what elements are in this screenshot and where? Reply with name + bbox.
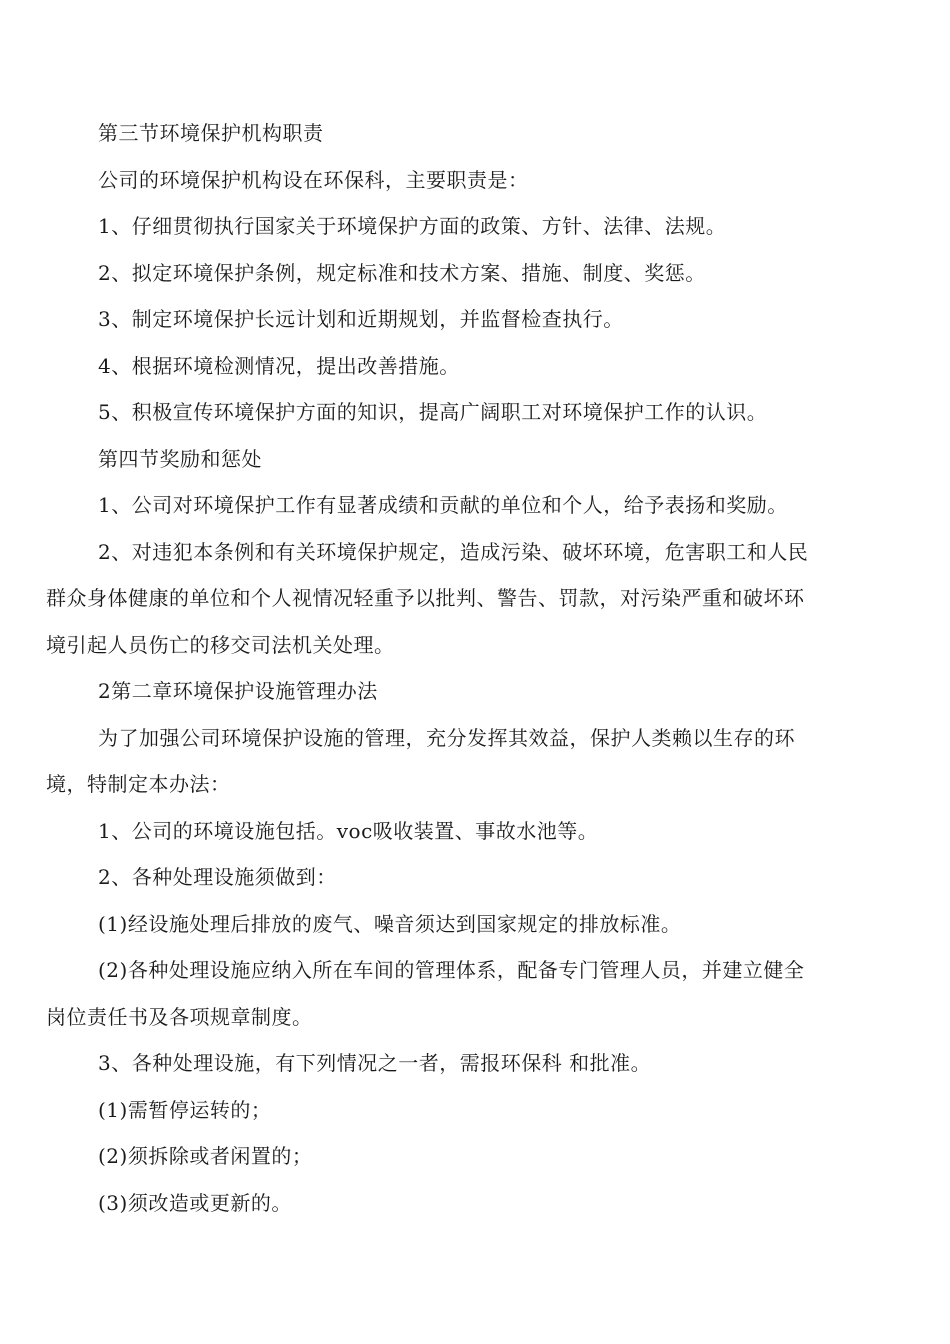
text-line: (1)需暂停运转的；: [98, 1097, 272, 1122]
text-line: 1、仔细贯彻执行国家关于环境保护方面的政策、方针、法律、法规。: [98, 214, 727, 238]
section-heading: [98, 110, 898, 157]
list-item: [46, 529, 898, 669]
text-line: 5、积极宣传环境保护方面的知识，提高广阔职工对环境保护工作的认识。: [98, 400, 768, 424]
text-line: 1、公司的环境设施包括。voc吸收装置、事故水池等。: [98, 818, 599, 843]
text-line: 1、公司对环境保护工作有显著成绩和贡献的单位和个人，给予表扬和奖励。: [98, 493, 788, 517]
text-line: 2、拟定环境保护条例，规定标准和技术方案、措施、制度、奖惩。: [98, 260, 706, 285]
text-line: 为了加强公司环境保护设施的管理，充分发挥其效益，保护人类赖以生存的环: [98, 725, 795, 750]
sub-list-item: [98, 1180, 898, 1227]
sub-list-item: [46, 947, 898, 1040]
text-line: (1)经设施处理后排放的废气、噪音须达到国家规定的排放标准。: [98, 911, 682, 936]
document-body: [46, 110, 898, 1226]
text-line: 群众身体健康的单位和个人视情况轻重予以批判、警告、罚款，对污染严重和破坏环: [46, 586, 805, 610]
text-line: 4、根据环境检测情况，提出改善措施。: [98, 353, 460, 378]
text-line: 2第二章环境保护设施管理办法: [98, 679, 378, 703]
text-line: 3、各种处理设施，有下列情况之一者，需报环保科 和批准。: [98, 1051, 652, 1075]
text-line: 3、制定环境保护长远计划和近期规划，并监督检查执行。: [98, 307, 624, 331]
list-item: [98, 343, 898, 390]
list-item: [98, 296, 898, 343]
list-item: [98, 389, 898, 436]
text-line: 岗位责任书及各项规章制度。: [46, 1004, 313, 1029]
list-item: [98, 1040, 898, 1087]
chapter-heading: [98, 668, 898, 715]
sub-list-item: [98, 1133, 898, 1180]
paragraph: [98, 157, 898, 204]
list-item: [98, 854, 898, 901]
text-line: (3)须改造或更新的。: [98, 1190, 292, 1215]
list-item: [98, 203, 898, 250]
list-item: [98, 482, 898, 529]
text-line: 2、各种处理设施须做到：: [98, 865, 337, 889]
sub-list-item: [98, 1087, 898, 1134]
text-line: 境引起人员伤亡的移交司法机关处理。: [46, 632, 395, 657]
text-line: 第四节奖励和惩处: [98, 446, 262, 471]
text-line: 2、对违犯本条例和有关环境保护规定，造成污染、破坏环境，危害职工和人民: [98, 539, 809, 564]
sub-list-item: [98, 901, 898, 948]
section-heading: [98, 436, 898, 483]
paragraph: [46, 715, 898, 808]
text-line: 境，特制定本办法：: [46, 772, 231, 796]
text-line: 第三节环境保护机构职责: [98, 121, 324, 145]
text-line: (2)须拆除或者闲置的；: [98, 1144, 313, 1168]
list-item: [98, 808, 898, 855]
list-item: [98, 250, 898, 297]
text-line: 公司的环境保护机构设在环保科，主要职责是：: [98, 167, 529, 192]
text-line: (2)各种处理设施应纳入所在车间的管理体系，配备专门管理人员，并建立健全: [98, 958, 805, 982]
